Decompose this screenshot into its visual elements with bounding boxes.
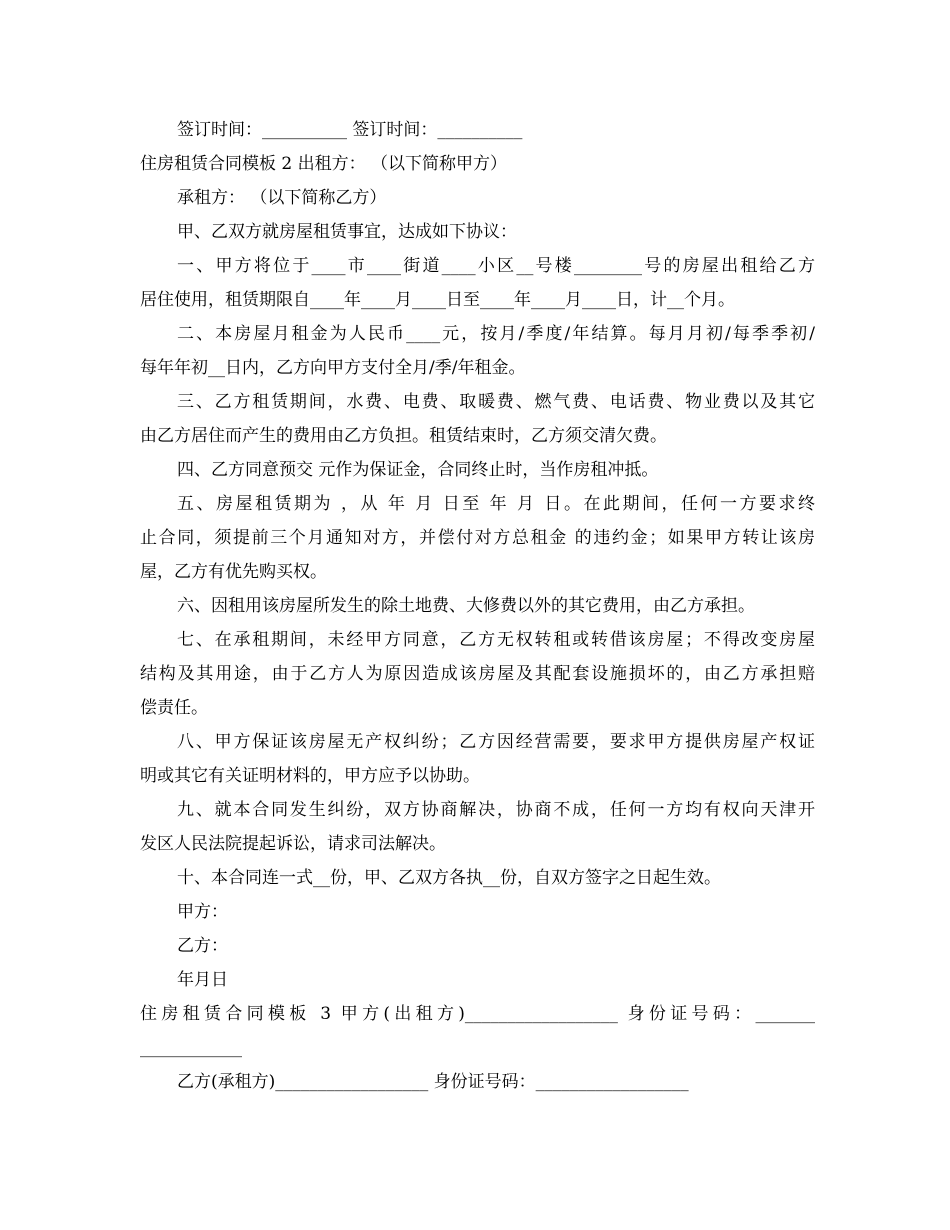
clause-3-line-2: 由乙方居住而产生的费用由乙方负担。租赁结束时，乙方须交清欠费。 — [140, 426, 667, 446]
party-a-signature-line: 甲方： — [177, 902, 228, 922]
tenant-line: 承租方： （以下简称乙方） — [177, 188, 387, 208]
template-3-heading-line: 住房租赁合同模板 3 甲方(出租方)__________________ 身份证号码：_______ — [140, 1004, 815, 1024]
clause-10-line: 十、本合同连一式__份，甲、乙双方各执__份，自双方签字之日起生效。 — [177, 868, 721, 888]
party-b-signature-line: 乙方： — [177, 936, 228, 956]
clause-4-line: 四、乙方同意预交 元作为保证金，合同终止时，当作房租冲抵。 — [177, 460, 659, 480]
clause-3-line-1: 三、乙方租赁期间，水费、电费、取暖费、燃气费、电话费、物业费以及其它 — [177, 392, 815, 412]
clause-7-line-2: 结构及其用途，由于乙方人为原因造成该房屋及其配套设施损坏的，由乙方承担赔 — [140, 664, 815, 684]
clause-2-line-1: 二、本房屋月租金为人民币____元，按月/季度/年结算。每月月初/每季季初/ — [177, 324, 815, 344]
date-line: 年月日 — [177, 970, 228, 990]
clause-9-line-2: 发区人民法院提起诉讼，请求司法解决。 — [140, 834, 446, 854]
clause-5-line-3: 屋，乙方有优先购买权。 — [140, 562, 327, 582]
clause-5-line-1: 五、房屋租赁期为 ，从 年 月 日至 年 月 日。在此期间，任何一方要求终 — [177, 494, 815, 514]
clause-7-line-3: 偿责任。 — [140, 698, 208, 718]
clause-9-line-1: 九、就本合同发生纠纷，双方协商解决，协商不成，任何一方均有权向天津开 — [177, 800, 815, 820]
clause-1-line-2: 居住使用，租赁期限自____年____月____日至____年____月____日，计__个月。 — [140, 290, 735, 310]
template-2-heading-line: 住房租赁合同模板 2 出租方： （以下简称甲方） — [140, 154, 508, 174]
signing-time-line: 签订时间：__________ 签订时间：__________ — [177, 120, 523, 140]
clause-2-line-2: 每年年初__日内，乙方向甲方支付全月/季/年租金。 — [140, 358, 526, 378]
agreement-intro-line: 甲、乙双方就房屋租赁事宜，达成如下协议： — [177, 222, 517, 242]
clause-1-line-1: 一、甲方将位于____市____街道____小区__号楼________号的房屋出租给乙方 — [177, 256, 815, 276]
clause-8-line-2: 明或其它有关证明材料的，甲方应予以协助。 — [140, 766, 480, 786]
tenant-id-line: 乙方(承租方)__________________ 身份证号码：__________________ — [177, 1072, 689, 1092]
clause-5-line-2: 止合同，须提前三个月通知对方，并偿付对方总租金 的违约金；如果甲方转让该房 — [140, 528, 815, 548]
clause-7-line-1: 七、在承租期间，未经甲方同意，乙方无权转租或转借该房屋；不得改变房屋 — [177, 630, 815, 650]
clause-8-line-1: 八、甲方保证该房屋无产权纠纷；乙方因经营需要，要求甲方提供房屋产权证 — [177, 732, 815, 752]
template-3-continuation-line: ____________ — [140, 1038, 242, 1058]
clause-6-line: 六、因租用该房屋所发生的除土地费、大修费以外的其它费用，由乙方承担。 — [177, 596, 755, 616]
